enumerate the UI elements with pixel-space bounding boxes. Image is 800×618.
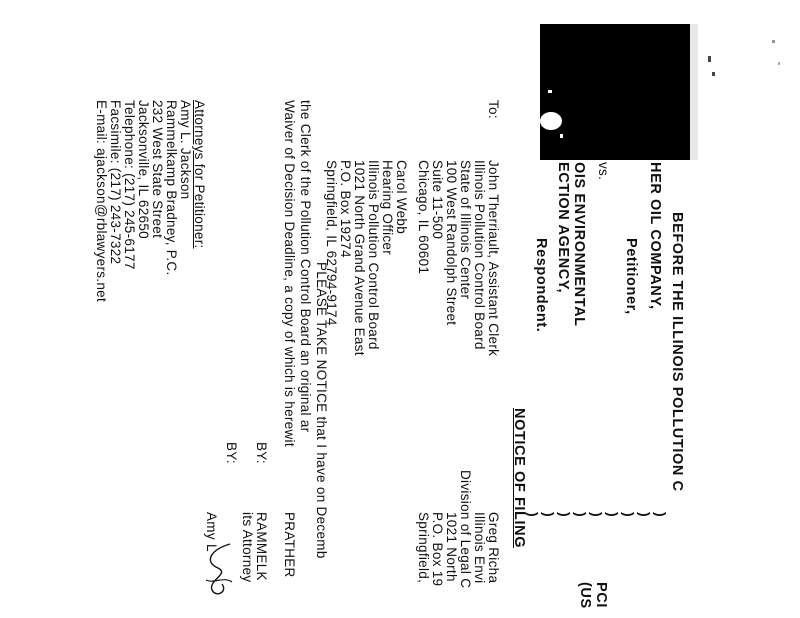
attorney-line: Amy L. Jackson — [178, 100, 193, 200]
address-line: Suite 11-500 — [430, 160, 445, 240]
case-number-2: (US — [577, 582, 593, 609]
attorney-line: 232 West State Street — [150, 100, 165, 239]
address-line: 100 West Randolph Street — [444, 160, 459, 326]
petitioner-role: Petitioner, — [623, 238, 639, 315]
address-line: Hearing Officer — [380, 160, 395, 256]
address-line: P.O. Box 19 — [430, 512, 445, 587]
firm-name: PRATHER — [282, 512, 297, 578]
address-line: P.O. Box 19274 — [338, 160, 353, 258]
notice-title: NOTICE OF FILING — [511, 408, 527, 549]
paragraph-line: PLEASE TAKE NOTICE that I have on Decemb — [314, 262, 329, 559]
address-line: Springfield, IL 62794-9174 — [324, 160, 339, 326]
address-line: Carol Webb — [394, 160, 409, 235]
handwritten-signature — [200, 540, 236, 600]
attorneys-heading: Attorneys for Petitioner: — [192, 100, 207, 249]
address-line: John Therriault, Assistant Clerk — [486, 160, 501, 357]
respondent-line-2: ECTION AGENCY, — [555, 162, 571, 294]
versus-text: vs. — [596, 162, 611, 181]
attorney-line: Jacksonville, IL 62650 — [136, 100, 151, 239]
redaction-block — [540, 24, 698, 160]
respondent-role: Respondent. — [533, 238, 549, 333]
address-line: Illinois Pollution Control Board — [366, 160, 381, 350]
address-line: Division of Legal C — [458, 470, 473, 589]
to-label: To: — [486, 100, 501, 119]
address-line: State of Illinois Center — [458, 160, 473, 300]
signer-name: RAMMELK — [254, 512, 269, 581]
address-line: Chicago, IL 60601 — [416, 160, 431, 275]
attorney-line: Facsimile: (217) 243-7322 — [108, 100, 123, 265]
document-page: BEFORE THE ILLINOIS POLLUTION C HER OIL COMPANY, Petitioner, vs. OIS ENVIRONMENTAL ECTION AGENCY, Respondent. ) ) ) ) ) ) ) ) ) PCI (US NOTICE OF FILING To: John Therriault, Assistant Clerk Illinois Pollution Control Board State of Illinois Center 100 West Randolph Street Suite 11-500 Chicago, IL 60601 Greg Richa Illinois Envi Division of Legal C 1021 North P.O. Box 19 Springfield, Carol Webb Hearing Officer Illinois Pollution Control Board 1021 North Grand Avenue East P.O. Box 19274 Springfield, IL 62794-9174 PLEASE TAKE NOTICE that I have on Decemb the Clerk of the Pollution Control Board an original ar Waiver of Decision Deadline, a copy of which is herewit PRATHER BY: RAMMELK its Attorney BY: Amy L Attorneys for Petitioner: Amy L. Jackson Rammelkamp Bradney, P.C. 232 West State Street Jacksonville, IL 62650 Telephone: (217) 245-6177 Facsimile: (217) 243-7322 E-mail: ajackson@rblawyers.net — [0, 0, 800, 618]
signer-name: Amy L — [204, 512, 219, 552]
caption-heading: BEFORE THE ILLINOIS POLLUTION C — [669, 212, 685, 492]
by-label: BY: — [224, 442, 239, 464]
petitioner-name: HER OIL COMPANY, — [647, 162, 663, 310]
attorney-line: Rammelkamp Bradney, P.C. — [164, 100, 179, 276]
address-line: Illinois Pollution Control Board — [472, 160, 487, 350]
address-line: 1021 North — [444, 512, 459, 582]
case-number-1: PCI — [593, 582, 609, 608]
address-line: Illinois Envi — [472, 512, 487, 584]
attorney-line: E-mail: ajackson@rblawyers.net — [94, 100, 109, 303]
attorney-line: Telephone: (217) 245-6177 — [122, 100, 137, 270]
paragraph-line: Waiver of Decision Deadline, a copy of which is herewit — [282, 100, 297, 447]
signer-role: its Attorney — [240, 512, 255, 583]
address-line: Springfield, — [416, 512, 431, 584]
respondent-line-1: OIS ENVIRONMENTAL — [571, 162, 587, 327]
paragraph-line: the Clerk of the Pollution Control Board an original ar — [298, 100, 313, 433]
by-label: BY: — [254, 442, 269, 464]
address-line: 1021 North Grand Avenue East — [352, 160, 367, 356]
address-line: Greg Richa — [486, 512, 501, 584]
